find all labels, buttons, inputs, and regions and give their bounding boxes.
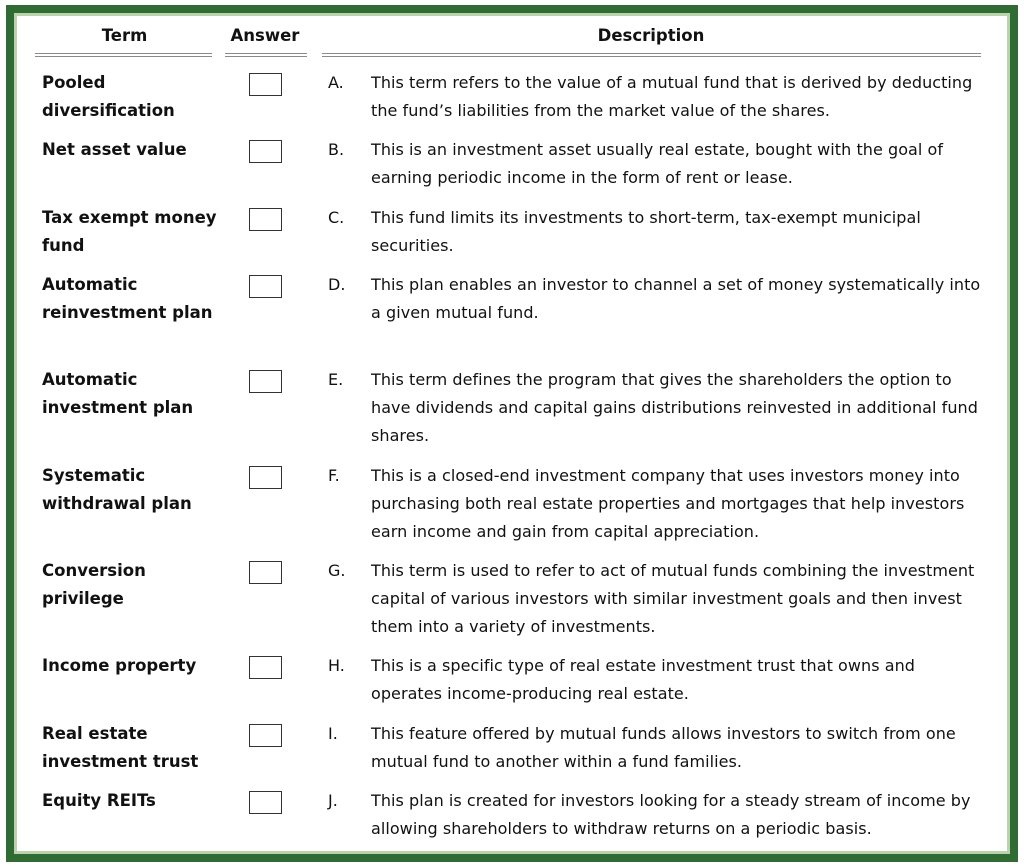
header-answer: Answer: [230, 26, 300, 45]
green-border-frame: [6, 5, 1018, 862]
description-letter: B.: [328, 140, 345, 159]
header-term: Term: [101, 26, 148, 45]
header-rule-term: [35, 53, 212, 57]
description-letter: A.: [328, 73, 344, 92]
description-text: This plan enables an investor to channel a set of money systematically into a given mutual fund.: [371, 275, 981, 322]
answer-input[interactable]: [249, 724, 282, 747]
answer-input[interactable]: [249, 140, 282, 163]
answer-input[interactable]: [249, 466, 282, 489]
answer-input[interactable]: [249, 208, 282, 231]
matching-table: [14, 13, 1010, 854]
term-label: Tax exempt money fund: [42, 208, 217, 255]
description-text: This plan is created for investors looking for a steady stream of income by allowing shareholders to withdraw returns on a periodic basis.: [371, 791, 971, 838]
term-label: Real estate investment trust: [42, 724, 199, 771]
answer-input[interactable]: [249, 656, 282, 679]
description-text: This term defines the program that gives the shareholders the option to have dividends and capital gains distributions reinvested in additional fund shares.: [371, 370, 978, 445]
description-text: This is a closed-end investment company that uses investors money into purchasing both real estate properties and mortgages that help investors earn income and gain from capital appreciation.: [371, 466, 965, 541]
term-label: Net asset value: [42, 140, 187, 159]
description-letter: I.: [328, 724, 338, 743]
description-letter: D.: [328, 275, 346, 294]
description-text: This is a specific type of real estate investment trust that owns and operates income-producing real estate.: [371, 656, 915, 703]
header-description: Description: [597, 26, 705, 45]
header-rule-answer: [225, 53, 307, 57]
description-text: This is an investment asset usually real estate, bought with the goal of earning periodic income in the form of rent or lease.: [371, 140, 944, 187]
term-label: Income property: [42, 656, 197, 675]
term-label: Systematic withdrawal plan: [42, 466, 192, 513]
term-label: Automatic reinvestment plan: [42, 275, 213, 322]
description-letter: E.: [328, 370, 344, 389]
description-letter: G.: [328, 561, 346, 580]
term-label: Pooled diversification: [42, 73, 175, 120]
description-text: This feature offered by mutual funds allows investors to switch from one mutual fund to another within a fund families.: [371, 724, 956, 771]
answer-input[interactable]: [249, 370, 282, 393]
description-letter: C.: [328, 208, 345, 227]
term-label: Equity REITs: [42, 791, 156, 810]
term-label: Conversion privilege: [42, 561, 146, 608]
answer-input[interactable]: [249, 561, 282, 584]
description-letter: J.: [328, 791, 338, 810]
answer-input[interactable]: [249, 791, 282, 814]
term-label: Automatic investment plan: [42, 370, 194, 417]
description-text: This term refers to the value of a mutual fund that is derived by deducting the fund’s liabilities from the market value of the shares.: [371, 73, 973, 120]
description-letter: H.: [328, 656, 345, 675]
answer-input[interactable]: [249, 73, 282, 96]
description-text: This fund limits its investments to short-term, tax-exempt municipal securities.: [371, 208, 921, 255]
answer-input[interactable]: [249, 275, 282, 298]
header-rule-description: [322, 53, 981, 57]
description-letter: F.: [328, 466, 340, 485]
description-text: This term is used to refer to act of mutual funds combining the investment capital of various investors with similar investment goals and then invest them into a variety of investments.: [371, 561, 975, 636]
